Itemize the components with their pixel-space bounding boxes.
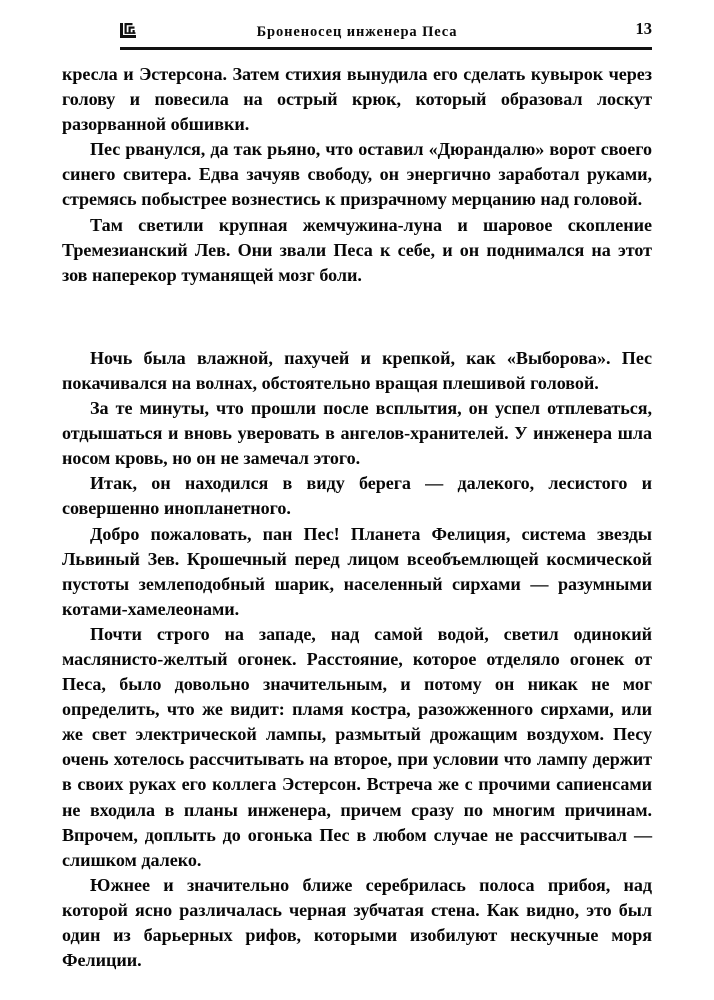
running-head-title: Броненосец инженера Песа: [256, 23, 458, 40]
paragraph: Добро пожаловать, пан Пес! Планета Фелиция, система звезды Львиный Зев. Крошечный перед лицом всеобъемлющей космической пустоты землеподобный шарик, населенный сирхами — разумными котами-хамелеонами.: [62, 523, 652, 619]
paragraph: Почти строго на западе, над самой водой, светил одинокий маслянисто-желтый огонек. Расстояние, которое отделяло огонек от Песа, было довольно значительным, и потому он никак не мог определить, что же видит: пламя костра, разожженного сирхами, или же свет электрической лампы, размытый дрожащим воздухом. Песу очень хотелось рассчитывать на второе, при условии что лампу держит в своих руках его коллега Эстерсон. Встреча же с прочими сапиенсами не входила в планы инженера, причем сразу по многим причинам. Впрочем, доплыть до огонька Пес в любом случае не рассчитывал — слишком далеко.: [62, 623, 652, 870]
paragraph: Там светили крупная жемчужина-луна и шаровое скопление Тремезианский Лев. Они звали Песа к себе, и он поднимался на этот зов наперекор туманящей мозг боли.: [62, 214, 652, 285]
paragraph: Ночь была влажной, пахучей и крепкой, как «Выборова». Пес покачивался на волнах, обстоятельно вращая плешивой головой.: [62, 347, 652, 393]
section-one: [62, 62, 652, 288]
page-number: 13: [635, 19, 652, 38]
text-block: [62, 62, 652, 973]
header-rule: [120, 47, 652, 50]
paragraph: кресла и Эстерсона. Затем стихия вынудила его сделать кувырок через голову и повесила на острый крюк, который образовал лоскут разорванной обшивки.: [62, 64, 652, 135]
running-head: [62, 18, 652, 48]
section-break: [62, 288, 652, 346]
section-two: [62, 346, 652, 973]
paragraph: Южнее и значительно ближе серебрилась полоса прибоя, над которой ясно различалась черная зубчатая стена. Как видно, это был один из барьерных рифов, которыми изобилуют нескучные моря Фелиции.: [62, 874, 652, 971]
open-book-stack-icon: [118, 20, 140, 42]
paragraph: За те минуты, что прошли после всплытия, он успел отплеваться, отдышаться и вновь уверовать в ангелов-хранителей. У инженера шла носом кровь, но он не замечал этого.: [62, 398, 652, 469]
running-head-row: [62, 18, 652, 46]
paragraph: Пес рванулся, да так рьяно, что оставил «Дюрандалю» ворот своего синего свитера. Едва зачуяв свободу, он энергично заработал руками, стремясь побыстрее вознестись к призрачному мерцанию над головой.: [62, 139, 652, 210]
paragraph: Итак, он находился в виду берега — далекого, лесистого и совершенно инопланетного.: [62, 473, 652, 519]
